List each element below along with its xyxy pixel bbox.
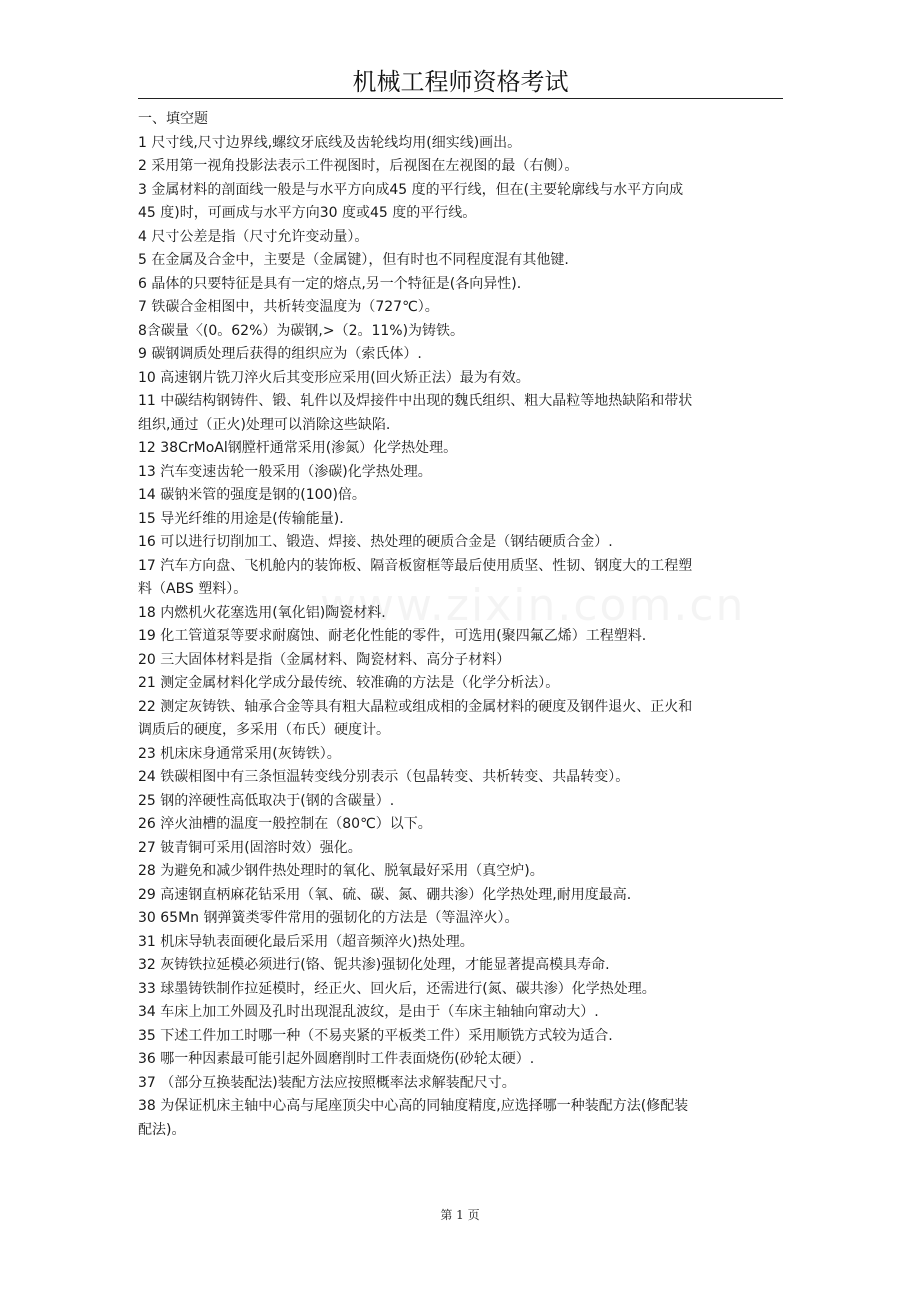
text-line: 10 高速钢片铣刀淬火后其变形应采用(回火矫正法）最为有效。: [138, 369, 530, 386]
text-line: 21 测定金属材料化学成分最传统、较准确的方法是（化学分析法）。: [138, 675, 560, 691]
text-line: 13 汽车变速齿轮一般采用（渗碳)化学热处理。: [138, 463, 432, 480]
text-line: 45 度)时，可画成与水平方向30 度或45 度的平行线。: [138, 205, 477, 221]
text-line: 35 下述工件加工时哪一种（不易夹紧的平板类工件）采用顺铣方式较为适合.: [138, 1027, 613, 1044]
text-line: 27 铍青铜可采用(固溶时效）强化。: [138, 839, 362, 856]
text-line: 14 碳钠米管的强度是钢的(100)倍。: [138, 487, 366, 503]
text-line: 11 中碳结构钢铸件、锻、轧件以及焊接件中出现的魏氏组织、粗大晶粒等地热缺陷和带状: [138, 393, 693, 409]
text-line: 3 金属材料的剖面线一般是与水平方向成45 度的平行线，但在(主要轮廓线与水平方向成: [138, 181, 684, 198]
text-line: 34 车床上加工外圆及孔时出现混乱波纹，是由于（车床主轴轴向窜动大）.: [138, 1004, 599, 1020]
text-line: 17 汽车方向盘、飞机舱内的装饰板、隔音板窗框等最后使用质坚、性韧、钢度大的工程塑: [138, 557, 693, 574]
text-line: 调质后的硬度，多采用（布氏）硬度计。: [138, 722, 390, 738]
text-line: 15 导光纤维的用途是(传输能量).: [138, 510, 344, 527]
text-line: 38 为保证机床主轴中心高与尾座顶尖中心高的同轴度精度,应选择哪一种装配方法(修配装: [138, 1098, 689, 1114]
text-line: 26 淬火油槽的温度一般控制在（80℃）以下。: [138, 816, 432, 832]
text-line: 33 球墨铸铁制作拉延模时，经正火、回火后，还需进行(氮、碳共渗）化学热处理。: [138, 980, 656, 997]
text-line: 料（ABS 塑料）。: [138, 581, 248, 597]
title-underline: [138, 98, 783, 99]
text-line: 36 哪一种因素最可能引起外圆磨削时工件表面烧伤(砂轮太硬）.: [138, 1051, 535, 1067]
text-line: 2 采用第一视角投影法表示工件视图时，后视图在左视图的最（右侧）。: [138, 158, 579, 174]
text-line: 23 机床床身通常采用(灰铸铁）。: [138, 745, 341, 762]
text-line: 31 机床导轨表面硬化最后采用（超音频淬火)热处理。: [138, 933, 474, 950]
text-line: 18 内燃机火花塞选用(氧化铝)陶瓷材料.: [138, 604, 386, 621]
document-body: [138, 108, 786, 1142]
text-line: 16 可以进行切削加工、锻造、焊接、热处理的硬质合金是（钢结硬质合金）.: [138, 534, 613, 550]
text-line: 6 晶体的只要特征是具有一定的熔点,另一个特征是(各向异性).: [138, 275, 522, 292]
text-line: 19 化工管道泵等要求耐腐蚀、耐老化性能的零件，可选用(聚四氟乙烯）工程塑料.: [138, 628, 647, 644]
text-line: 配法)。: [138, 1121, 186, 1138]
section-heading: 一、填空题: [138, 111, 208, 127]
text-line: 4 尺寸公差是指（尺寸允许变动量）。: [138, 228, 369, 245]
text-line: 5 在金属及合金中，主要是（金属键），但有时也不同程度混有其他键.: [138, 252, 569, 268]
text-line: 22 测定灰铸铁、轴承合金等具有粗大晶粒或组成相的金属材料的硬度及钢件退火、正火和: [138, 698, 693, 715]
text-line: 8含碳量〈(0。62%）为碳钢,>（2。11%)为铸铁。: [138, 322, 465, 339]
text-line: 20 三大固体材料是指（金属材料、陶瓷材料、高分子材料）: [138, 651, 511, 668]
text-line: 37 （部分互换装配法)装配方法应按照概率法求解装配尺寸。: [138, 1074, 516, 1091]
text-line: 1 尺寸线,尺寸边界线,螺纹牙底线及齿轮线均用(细实线)画出。: [138, 134, 522, 151]
watermark: www.zixin.com.cn: [320, 580, 746, 631]
text-line: 30 65Mn 钢弹簧类零件常用的强韧化的方法是（等温淬火）。: [138, 910, 519, 926]
text-line: 24 铁碳相图中有三条恒温转变线分别表示（包晶转变、共析转变、共晶转变）。: [138, 769, 630, 785]
text-line: 9 碳钢调质处理后获得的组织应为（索氏体）.: [138, 346, 422, 362]
text-line: 32 灰铸铁拉延模必须进行(铬、铌共渗)强韧化处理，才能显著提高模具寿命.: [138, 957, 610, 973]
page-number: 第 1 页: [440, 1208, 480, 1222]
text-line: 7 铁碳合金相图中，共析转变温度为（727℃）。: [138, 299, 439, 315]
text-line: 12 38CrMoAl钢膛杆通常采用(渗氮）化学热处理。: [138, 440, 458, 456]
text-line: 29 高速钢直柄麻花钻采用（氧、硫、碳、氮、硼共渗）化学热处理,耐用度最高.: [138, 886, 632, 903]
page-title: 机械工程师资格考试: [352, 68, 569, 96]
text-line: 25 钢的淬硬性高低取决于(钢的含碳量）.: [138, 792, 395, 809]
text-line: 组织,通过（正火)处理可以消除这些缺陷.: [138, 416, 391, 433]
text-line: 28 为避免和减少钢件热处理时的氧化、脱氧最好采用（真空炉)。: [138, 863, 544, 879]
